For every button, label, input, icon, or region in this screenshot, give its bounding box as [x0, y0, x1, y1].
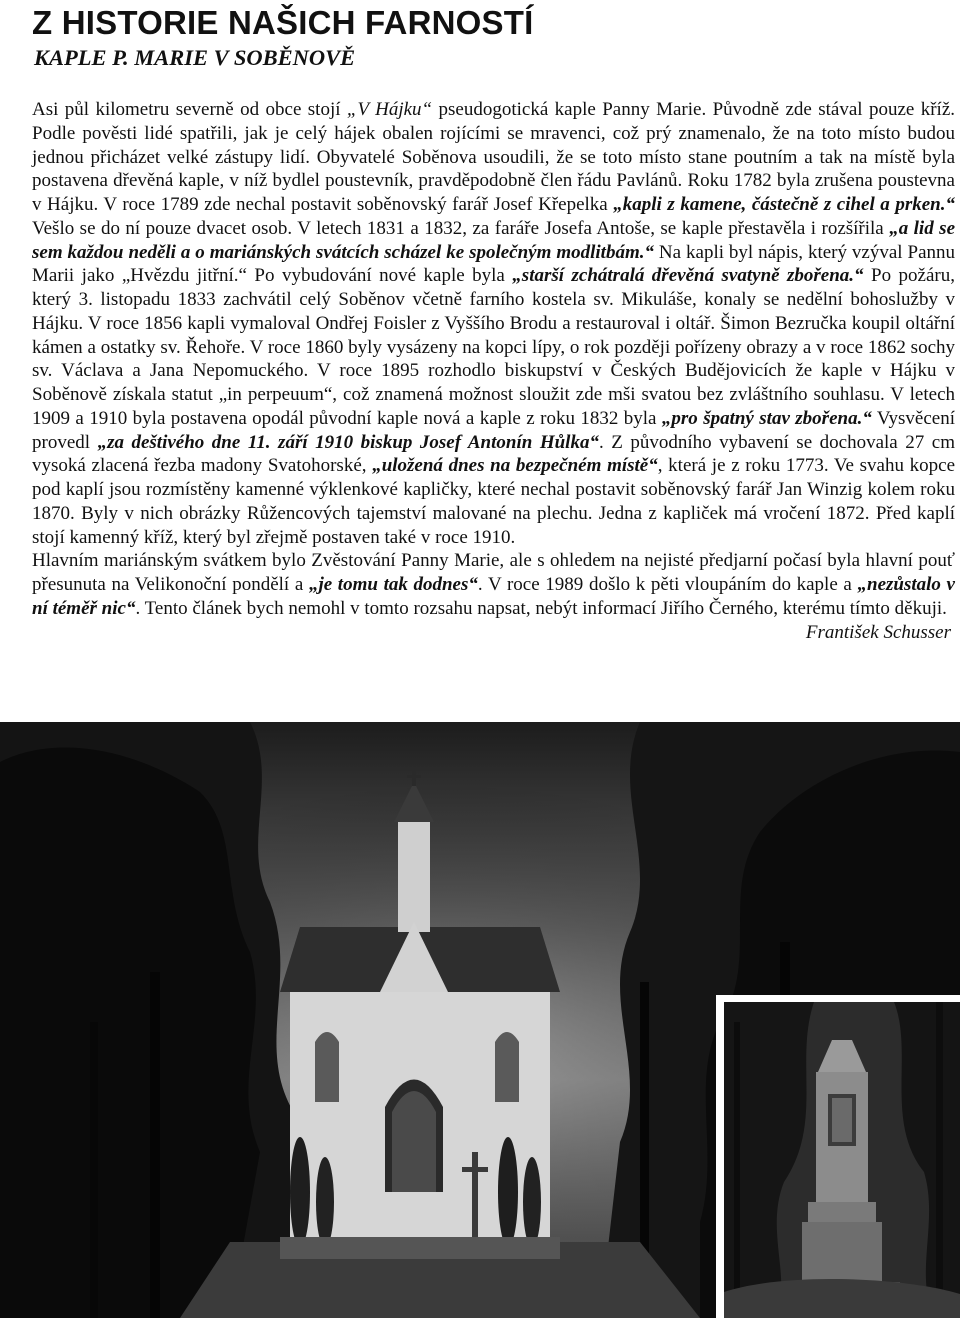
- article-subtitle: KAPLE P. MARIE V SOBĚNOVĚ: [34, 45, 356, 70]
- quote-segment: „pro špatný stav zbořena.“: [661, 407, 872, 429]
- quote-segment: „V Hájku“: [346, 99, 433, 120]
- wayside-shrine-image-frame: [724, 1002, 960, 1318]
- text-segment: Po požáru, který 3. listopadu 1833 zachvátil celý Soběnov včetně farního kostela sv. Mikuláše, konaly se nedělní bohoslužby v Hájku. V roce 1856 kapli vymaloval Ondřej Foisler z Vyššího Brodu a restauroval i oltář. Šimon Bezručka koupil oltářní kámen a ostatky sv. Řehoře. V roce 1860 byly vysázeny na kopci lípy, o rok později pořízeny obrazy a v roce 1862 sochy sv. Václava a Jana Nepomuckého. V roce 1895 rozhodlo biskupství v Českých Budějovicích že kaple v Hájku v Soběnově získala statut „in perpeuum“, což znamená možnost sloužit zde mši svatou bez zvláštního souhlasu. V letech 1909 a 1910 byla postavena opodál původní kaple nová a kaple z roku 1832 byla: [32, 265, 955, 429]
- page-title: Z HISTORIE NAŠICH FARNOSTÍ: [32, 4, 534, 41]
- quote-segment: „nezůstalo v ní téměř nic“: [32, 574, 955, 619]
- wayside-shrine-photo: [716, 995, 960, 1318]
- text-segment: Hlavním mariánským svátkem bylo Zvěstování Panny Marie, ale s ohledem na nejisté předjarní počasí byla hlavní pouť přesunuta na Velikonoční pondělí a: [32, 550, 955, 595]
- text-segment: Na kapli byl nápis, který vzýval Pannu Marii jako „Hvězdu jitřní.“ Po vybudování nové kaple byla: [32, 241, 955, 287]
- text-segment: Vysvěcení provedl: [32, 407, 955, 453]
- text-segment: . Z původního vybavení se dochovala 27 cm vysoká zlacená řezba madony Svatohorské,: [32, 431, 955, 477]
- quote-segment: „a lid se sem každou neděli a o mariánských svátcích scházel ke společným modlitbám.“: [32, 217, 955, 263]
- text-segment: , která je z roku 1773. Ve svahu kopce pod kaplí jsou rozmístěny kamenné výklenkové kapličky, které nechal postavit soběnovský farář Jan Winzig kolem roku 1870. Byly v nich obrázky Růžencových tajemství malované na plechu. Jedna z kapliček má vročení 1872. Před kaplí stojí kamenný kříž, který byl zřejmě postaven také v roce 1910.: [32, 455, 955, 548]
- text-segment: . V roce 1989 došlo k pěti vloupáním do kaple a: [477, 574, 858, 595]
- article-body: [32, 98, 955, 644]
- quote-segment: „kapli z kamene, částečně z cihel a prken.“: [613, 194, 955, 215]
- article-paragraph-2: [32, 549, 955, 643]
- text-segment: . Tento článek bych nemohl v tomto rozsahu napsat, nebýt informací Jiřího Černého, kterému tímto děkuji.: [135, 597, 947, 619]
- quote-segment: „za deštivého dne 11. září 1910 biskup Josef Antonín Hůlka“: [97, 431, 599, 453]
- quote-segment: „je tomu tak dodnes“: [308, 574, 478, 595]
- quote-segment: „uložená dnes na bezpečném místě“: [372, 455, 658, 477]
- quote-segment: „starší zchátralá dřevěná svatyně zbořena.“: [512, 265, 864, 287]
- text-segment: Vešlo se do ní pouze dvacet osob. V letech 1831 a 1832, za faráře Josefa Antoše, se kaple přestavěla i rozšířila: [32, 217, 890, 239]
- text-segment: Asi půl kilometru severně od obce stojí: [32, 99, 347, 120]
- text-segment: pseudogotická kaple Panny Marie. Původně zde stával pouze kříž. Podle pověsti lidé spatřili, jak je celý hájek obalen rojícími se mravenci, což prý znamenalo, že na toto místo budou jednou přicházet velké zástupy lidí. Obyvatelé Soběnova usoudili, že se toto místo stane poutním a tak na místě byla postavena dřevěná kaple, v níž bydlel poustevník, pravděpodobně člen řádu Pavlánů. Roku 1782 byla zrušena poustevna v Hájku. V roce 1789 zde nechal postavit soběnovský farář Josef Křepelka: [32, 99, 955, 215]
- article-paragraph-1: [32, 98, 955, 549]
- wayside-shrine-image: [724, 1002, 960, 1318]
- author-signature: František Schusser: [805, 621, 951, 643]
